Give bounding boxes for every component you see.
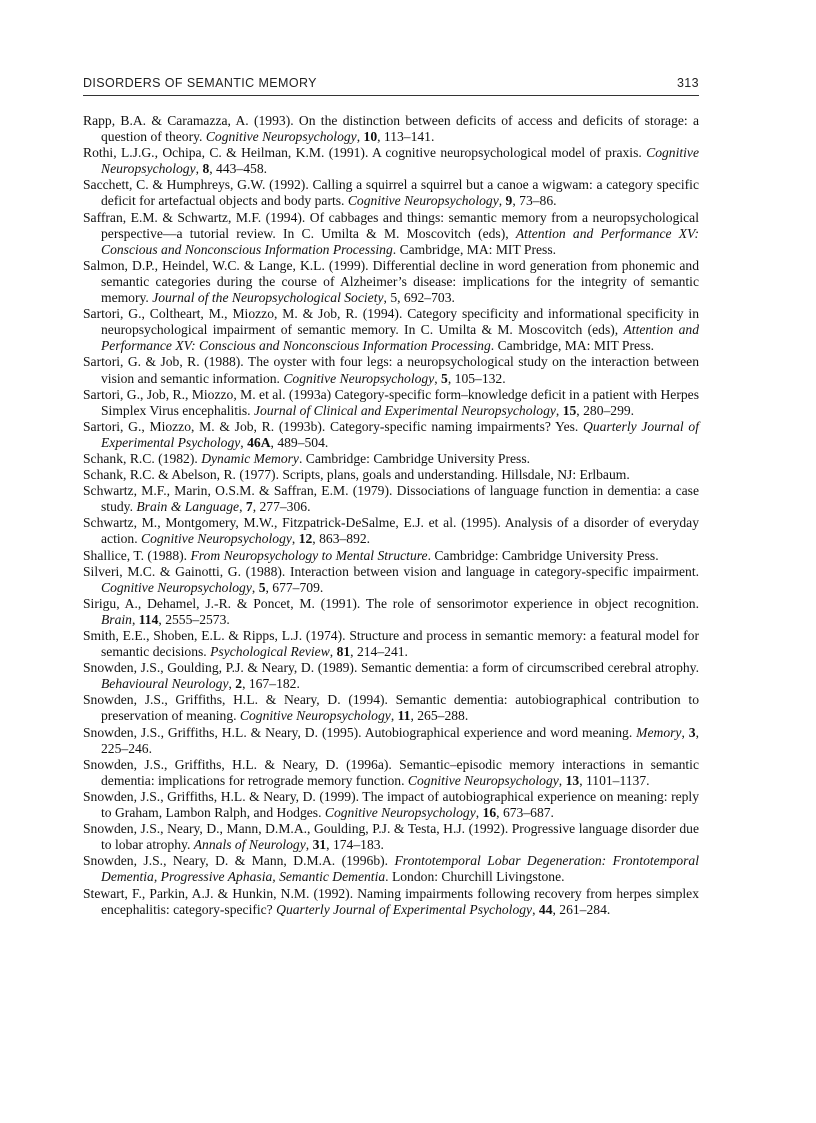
- reference-text: , 105–132.: [447, 370, 506, 386]
- reference-text: ,: [390, 708, 398, 724]
- reference-text: , 73–86.: [512, 193, 557, 209]
- reference-entry: [83, 258, 699, 306]
- reference-volume: 2: [235, 676, 243, 692]
- reference-italic: Cognitive Neuropsychology: [239, 708, 391, 724]
- reference-text: . London: Churchill Livingstone.: [385, 869, 565, 885]
- reference-volume: 3: [688, 724, 696, 740]
- reference-volume: 44: [538, 901, 553, 917]
- reference-text: Saffran, E.M. & Schwartz, M.F. (1994). Of cabbages and things: semantic memory from a neuropsychological perspective—a tutorial review. In C. Umilta & M. Moscovitch (eds),: [83, 209, 699, 241]
- page: [83, 76, 699, 918]
- reference-entry: [83, 177, 699, 209]
- reference-text: Sirigu, A., Dehamel, J.-R. & Poncet, M. (1991). The role of sensorimotor experience in object recognition.: [83, 595, 699, 611]
- reference-entry: [83, 725, 699, 757]
- reference-italic: Cognitive Neuropsychology: [141, 531, 292, 547]
- reference-volume: 81: [336, 644, 351, 660]
- reference-italic: Psychological Review: [210, 644, 330, 660]
- reference-italic: Brain: [101, 611, 132, 627]
- reference-volume: 114: [138, 611, 159, 627]
- reference-text: ,: [305, 837, 313, 853]
- reference-list: [83, 113, 699, 918]
- reference-volume: 12: [298, 531, 313, 547]
- reference-italic: Attention and Performance XV: Conscious and Nonconscious Information Processing: [101, 322, 700, 354]
- reference-text: Snowden, J.S., Neary, D. & Mann, D.M.A. (1996b).: [83, 853, 395, 869]
- reference-text: Schwartz, M., Montgomery, M.W., Fitzpatrick-DeSalme, E.J. et al. (1995). Analysis of a disorder of everyday action.: [83, 515, 699, 547]
- reference-text: ,: [555, 402, 563, 418]
- reference-volume: 13: [565, 772, 580, 788]
- reference-text: ,: [356, 129, 364, 145]
- reference-text: , 174–183.: [326, 837, 384, 853]
- reference-volume: 7: [245, 499, 253, 515]
- reference-text: , 489–504.: [270, 434, 329, 450]
- reference-entry: [83, 113, 699, 145]
- reference-text: ,: [240, 434, 248, 450]
- reference-text: ,: [475, 805, 483, 821]
- reference-text: , 677–709.: [265, 579, 324, 595]
- reference-text: ,: [329, 644, 337, 660]
- reference-italic: From Neuropsychology to Mental Structure: [190, 547, 428, 563]
- reference-volume: 46A: [247, 434, 271, 450]
- reference-volume: 10: [363, 129, 378, 145]
- reference-entry: [83, 821, 699, 853]
- reference-text: Sartori, G., Miozzo, M. & Job, R. (1993b). Category-specific naming impairments? Yes.: [83, 418, 584, 434]
- reference-italic: Annals of Neurology: [193, 837, 306, 853]
- reference-text: ,: [291, 531, 299, 547]
- reference-entry: [83, 451, 699, 467]
- reference-text: Snowden, J.S., Griffiths, H.L. & Neary, D. (1995). Autobiographical experience and word meaning.: [83, 724, 637, 740]
- reference-text: Snowden, J.S., Neary, D., Mann, D.M.A., Goulding, P.J. & Testa, H.J. (1992). Progressive language disorder due to lobar atrophy.: [83, 821, 699, 853]
- reference-entry: [83, 145, 699, 177]
- reference-italic: Cognitive Neuropsychology: [101, 145, 699, 177]
- reference-text: Stewart, F., Parkin, A.J. & Hunkin, N.M. (1992). Naming impairments following recovery from herpes simplex encephalitis: category-specific?: [83, 885, 699, 917]
- reference-entry: [83, 660, 699, 692]
- reference-entry: [83, 853, 699, 885]
- reference-text: Sacchett, C. & Humphreys, G.W. (1992). Calling a squirrel a squirrel but a canoe a wigwam: a category specific deficit for artefactual objects and body parts.: [83, 177, 699, 209]
- reference-text: . Cambridge, MA: MIT Press.: [490, 338, 655, 354]
- reference-entry: [83, 692, 699, 724]
- reference-volume: 11: [397, 708, 411, 724]
- reference-italic: Quarterly Journal of Experimental Psychology: [101, 418, 699, 450]
- reference-text: ,: [498, 193, 506, 209]
- reference-text: ,: [434, 370, 442, 386]
- reference-italic: Journal of the Neuropsychological Society: [152, 290, 384, 306]
- reference-entry: [83, 419, 699, 451]
- reference-text: , 261–284.: [552, 901, 611, 917]
- reference-text: Rothi, L.J.G., Ochipa, C. & Heilman, K.M. (1991). A cognitive neuropsychological model of praxis.: [83, 145, 647, 161]
- reference-entry: [83, 467, 699, 483]
- page-number: 313: [676, 76, 699, 90]
- reference-text: Rapp, B.A. & Caramazza, A. (1993). On the distinction between deficits of access and deficits of storage: a question of theory.: [83, 113, 699, 145]
- reference-volume: 16: [482, 805, 497, 821]
- reference-entry: [83, 596, 699, 628]
- reference-italic: Memory: [636, 724, 682, 740]
- reference-italic: Cognitive Neuropsychology: [101, 579, 252, 595]
- reference-text: Silveri, M.C. & Gainotti, G. (1988). Interaction between vision and language in category-specific impairment.: [83, 563, 699, 579]
- reference-italic: Cognitive Neuropsychology: [347, 193, 499, 209]
- reference-italic: Brain & Language: [136, 499, 240, 515]
- reference-text: Snowden, J.S., Griffiths, H.L. & Neary, D. (1994). Semantic dementia: autobiographical contribution to preservation of meaning.: [83, 692, 699, 724]
- reference-entry: [83, 548, 699, 564]
- reference-italic: Cognitive Neuropsychology: [324, 805, 476, 821]
- reference-text: , 167–182.: [242, 676, 300, 692]
- reference-entry: [83, 886, 699, 918]
- reference-text: , 5, 692–703.: [383, 290, 455, 306]
- reference-text: ,: [228, 676, 236, 692]
- reference-text: , 280–299.: [576, 402, 635, 418]
- reference-text: ,: [195, 161, 203, 177]
- reference-entry: [83, 387, 699, 419]
- reference-text: , 2555–2573.: [158, 611, 230, 627]
- reference-text: Snowden, J.S., Griffiths, H.L. & Neary, D. (1996a). Semantic–episodic memory interactions in semantic dementia: implications for retrograde memory function.: [83, 756, 699, 788]
- reference-text: Schwartz, M.F., Marin, O.S.M. & Saffran, E.M. (1979). Dissociations of language function in dementia: a case study.: [83, 483, 699, 515]
- reference-entry: [83, 306, 699, 354]
- reference-italic: Cognitive Neuropsychology: [283, 370, 435, 386]
- reference-text: , 113–141.: [377, 129, 435, 145]
- reference-text: Sartori, G., Coltheart, M., Miozzo, M. & Job, R. (1994). Category specificity and informational specificity in neuropsychological impairment of semantic memory. In C. Umilta & M. Moscovitch (eds),: [83, 306, 699, 338]
- reference-volume: 9: [505, 193, 513, 209]
- reference-text: ,: [558, 772, 566, 788]
- reference-volume: 5: [258, 579, 266, 595]
- reference-italic: Cognitive Neuropsychology: [407, 772, 559, 788]
- reference-entry: [83, 515, 699, 547]
- reference-entry: [83, 564, 699, 596]
- reference-volume: 8: [202, 161, 210, 177]
- reference-text: , 214–241.: [350, 644, 408, 660]
- running-head: [83, 76, 699, 96]
- reference-italic: Attention and Performance XV: Conscious and Nonconscious Information Processing: [101, 225, 699, 257]
- reference-entry: [83, 210, 699, 258]
- reference-text: , 277–306.: [252, 499, 311, 515]
- reference-text: Sartori, G., Job, R., Miozzo, M. et al. (1993a) Category-specific form–knowledge deficit in a patient with Herpes Simplex Virus encephalitis.: [83, 386, 699, 418]
- reference-entry: [83, 628, 699, 660]
- reference-italic: Journal of Clinical and Experimental Neuropsychology: [253, 402, 556, 418]
- reference-text: Smith, E.E., Shoben, E.L. & Ripps, L.J. (1974). Structure and process in semantic memory: a featural model for semantic decisions.: [83, 628, 699, 660]
- reference-entry: [83, 483, 699, 515]
- reference-text: Schank, R.C. (1982).: [83, 450, 202, 466]
- reference-text: Snowden, J.S., Griffiths, H.L. & Neary, D. (1999). The impact of autobiographical experience on meaning: reply to Graham, Lambon Ralph, and Hodges.: [83, 788, 699, 821]
- reference-text: Schank, R.C. & Abelson, R. (1977). Scripts, plans, goals and understanding. Hillsdale, NJ: Erlbaum.: [83, 467, 630, 483]
- reference-text: , 443–458.: [209, 161, 268, 177]
- reference-text: Sartori, G. & Job, R. (1988). The oyster with four legs: a neuropsychological study on the interaction between vision and semantic information.: [83, 354, 699, 386]
- reference-text: . Cambridge, MA: MIT Press.: [392, 241, 557, 257]
- reference-italic: Cognitive Neuropsychology: [205, 129, 357, 145]
- reference-text: . Cambridge: Cambridge University Press.: [427, 547, 659, 563]
- reference-volume: 15: [562, 402, 577, 418]
- reference-volume: 5: [441, 370, 448, 386]
- reference-text: ,: [251, 579, 259, 595]
- reference-volume: 31: [312, 837, 327, 853]
- reference-text: ,: [681, 724, 689, 740]
- reference-text: , 673–687.: [496, 805, 554, 821]
- reference-text: , 265–288.: [410, 708, 469, 724]
- reference-text: ,: [131, 611, 139, 627]
- reference-text: Snowden, J.S., Goulding, P.J. & Neary, D. (1989). Semantic dementia: a form of circumscribed cerebral atrophy.: [83, 660, 699, 676]
- running-head-title: DISORDERS OF SEMANTIC MEMORY: [83, 76, 317, 90]
- reference-entry: [83, 354, 699, 386]
- reference-text: Salmon, D.P., Heindel, W.C. & Lange, K.L. (1999). Differential decline in word generation from phonemic and semantic categories during the course of Alzheimer’s disease: implications for the integrity of semantic memory.: [83, 257, 699, 306]
- reference-entry: [83, 757, 699, 789]
- reference-text: Shallice, T. (1988).: [83, 547, 191, 563]
- reference-italic: Dynamic Memory: [201, 450, 299, 466]
- reference-entry: [83, 789, 699, 821]
- reference-italic: Frontotemporal Lobar Degeneration: Frontotemporal Dementia, Progressive Aphasia, Semantic Dementia: [101, 853, 699, 885]
- reference-text: ,: [239, 499, 246, 515]
- reference-text: . Cambridge: Cambridge University Press.: [298, 450, 531, 466]
- reference-italic: Quarterly Journal of Experimental Psychology: [276, 901, 533, 917]
- reference-italic: Behavioural Neurology: [101, 676, 229, 692]
- reference-text: ,: [532, 901, 539, 917]
- reference-text: , 863–892.: [312, 531, 371, 547]
- reference-text: , 1101–1137.: [579, 772, 650, 788]
- reference-text: , 225–246.: [101, 724, 699, 756]
